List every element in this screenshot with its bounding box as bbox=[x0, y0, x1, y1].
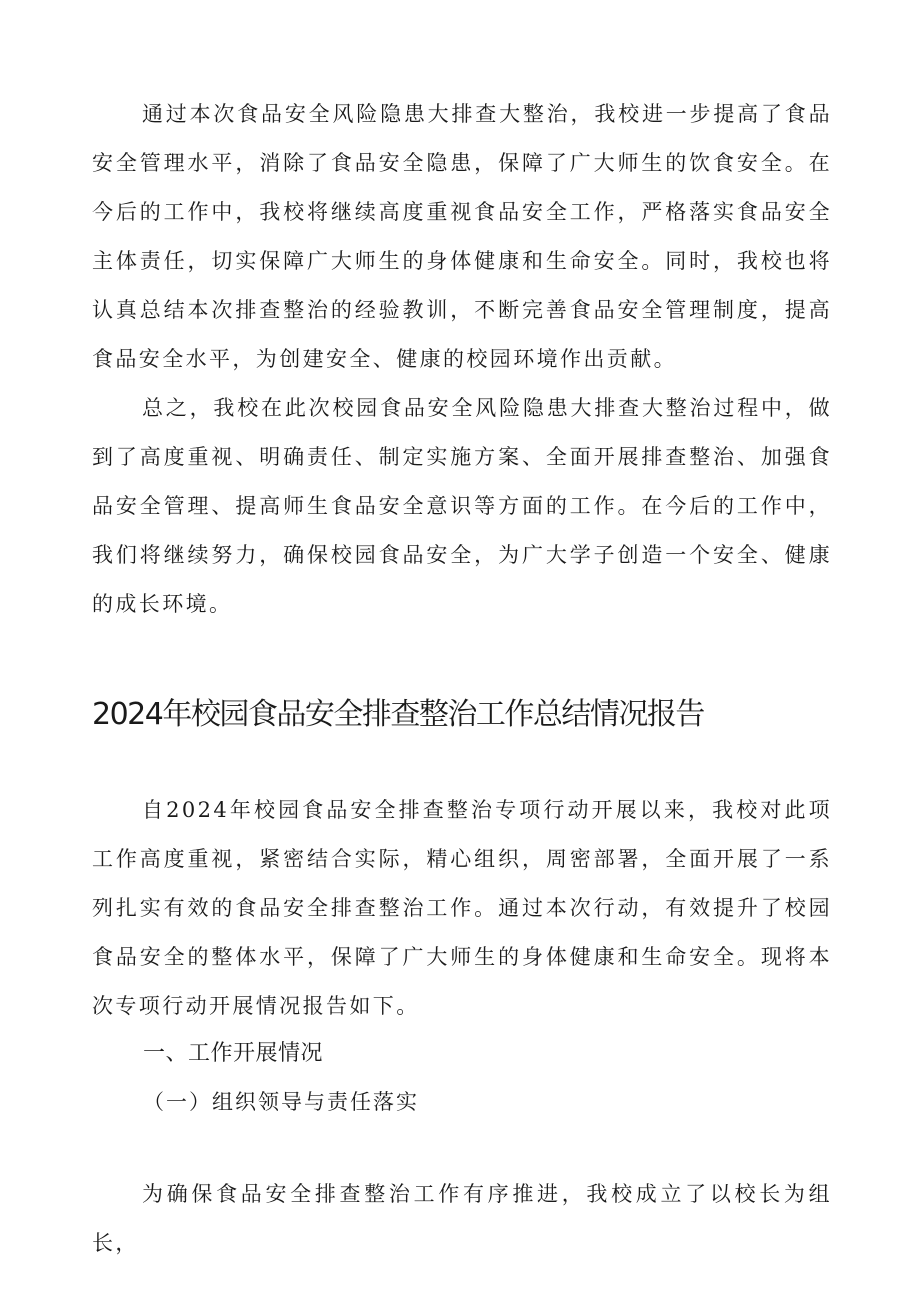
body-paragraph-summary: 总之，我校在此次校园食品安全风险隐患大排查大整治过程中，做到了高度重视、明确责任、制定实施方案、全面开展排查整治、加强食品安全管理、提高师生食品安全意识等方面的工作。在今后的工作中，我们将继续努力，确保校园食品安全，为广大学子创造一个安全、健康的成长环境。 bbox=[92, 396, 832, 616]
report-title: 2024年校园食品安全排查整治工作总结情况报告 bbox=[92, 697, 704, 732]
body-paragraph-conclusion: 通过本次食品安全风险隐患大排查大整治，我校进一步提高了食品安全管理水平，消除了食品安全隐患，保障了广大师生的饮食安全。在今后的工作中，我校将继续高度重视食品安全工作，严格落实食品安全主体责任，切实保障广大师生的身体健康和生命安全。同时，我校也将认真总结本次排查整治的经验教训，不断完善食品安全管理制度，提高食品安全水平，为创建安全、健康的校园环境作出贡献。 bbox=[92, 102, 832, 371]
body-paragraph-intro: 自2024年校园食品安全排查整治专项行动开展以来，我校对此项工作高度重视，紧密结合实际，精心组织，周密部署，全面开展了一系列扎实有效的食品安全排查整治工作。通过本次行动，有效提升了校园食品安全的整体水平，保障了广大师生的身体健康和生命安全。现将本次专项行动开展情况报告如下。 bbox=[92, 798, 832, 1018]
subsection-heading: （一）组织领导与责任落实 bbox=[143, 1090, 419, 1114]
body-paragraph-organization: 为确保食品安全排查整治工作有序推进，我校成立了以校长为组长， bbox=[92, 1182, 832, 1255]
section-heading: 一、工作开展情况 bbox=[143, 1041, 324, 1066]
